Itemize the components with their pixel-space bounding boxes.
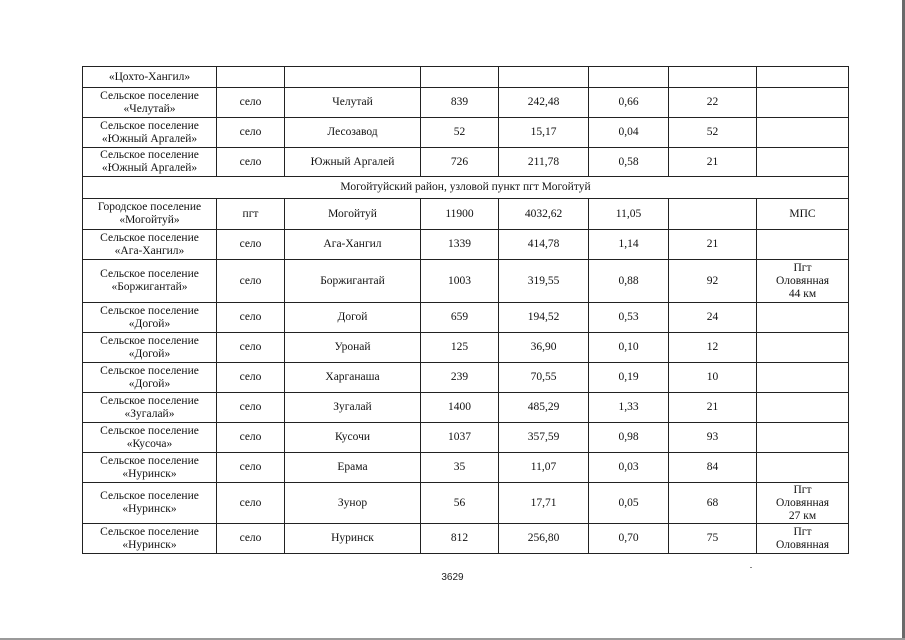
population-cell: 11900 [421, 199, 499, 230]
locality-cell: Лесозавод [285, 118, 421, 148]
settlement-name-cell [83, 230, 217, 260]
settlement-name-cell [83, 453, 217, 483]
area-cell: 242,48 [499, 88, 589, 118]
area-cell: 15,17 [499, 118, 589, 148]
note-line: Оловянная [775, 496, 830, 509]
population-cell: 56 [421, 483, 499, 524]
locality-cell: Челутай [285, 88, 421, 118]
distance-cell: 21 [669, 393, 757, 423]
settlement-name-line: Сельское поселение [100, 149, 199, 161]
table-row [83, 393, 849, 423]
locality-cell: Зунор [285, 483, 421, 524]
scan-speck [750, 567, 752, 568]
settlement-name-line: Сельское поселение [100, 424, 199, 437]
share-cell: 0,05 [589, 483, 669, 524]
share-cell: 0,53 [589, 303, 669, 333]
area-cell: 485,29 [499, 393, 589, 423]
locality-cell: Южный Аргалей [285, 148, 421, 177]
locality-cell: Ага-Хангил [285, 230, 421, 260]
table-row [83, 199, 849, 230]
note-cell [757, 453, 849, 483]
share-cell: 0,04 [589, 118, 669, 148]
locality-cell [285, 67, 421, 88]
settlement-name-line: «Догой» [128, 317, 171, 330]
share-cell: 0,19 [589, 363, 669, 393]
settlement-name-line: «Южный Аргалей» [101, 162, 198, 174]
settlement-name-line: «Кусоча» [126, 437, 173, 450]
share-cell: 1,33 [589, 393, 669, 423]
table-row [83, 363, 849, 393]
note-line: 44 км [788, 287, 817, 300]
distance-cell: 75 [669, 524, 757, 554]
settlement-name-line: «Цохто-Хангил» [108, 70, 191, 83]
settlement-type-cell: село [217, 118, 285, 148]
note-line: МПС [789, 207, 816, 220]
note-cell [757, 88, 849, 118]
population-cell: 239 [421, 363, 499, 393]
settlement-name-line: Сельское поселение [100, 304, 199, 317]
area-cell: 256,80 [499, 524, 589, 554]
locality-cell: Харганаша [285, 363, 421, 393]
settlements-table [82, 66, 849, 554]
locality-cell: Кусочи [285, 423, 421, 453]
page-number: 3629 [441, 572, 464, 583]
area-cell: 211,78 [499, 148, 589, 177]
distance-cell: 12 [669, 333, 757, 363]
area-cell: 11,07 [499, 453, 589, 483]
settlement-name-line: Сельское поселение [100, 119, 199, 132]
table-row [83, 453, 849, 483]
population-cell: 839 [421, 88, 499, 118]
settlement-name-line: «Догой» [128, 377, 171, 390]
locality-cell: Нуринск [285, 524, 421, 554]
distance-cell: 10 [669, 363, 757, 393]
distance-cell: 22 [669, 88, 757, 118]
locality-cell: Боржигантай [285, 260, 421, 303]
note-cell [757, 199, 849, 230]
table-row [83, 118, 849, 148]
note-line: Оловянная [775, 538, 830, 551]
locality-cell: Догой [285, 303, 421, 333]
area-cell: 414,78 [499, 230, 589, 260]
settlement-name-line: Сельское поселение [100, 394, 199, 407]
settlement-type-cell [217, 67, 285, 88]
settlement-name-line: Сельское поселение [100, 89, 199, 102]
settlement-name-line: Сельское поселение [100, 334, 199, 347]
share-cell: 11,05 [589, 199, 669, 230]
note-line: 27 км [788, 509, 817, 522]
share-cell: 0,88 [589, 260, 669, 303]
distance-cell: 92 [669, 260, 757, 303]
settlement-name-line: Сельское поселение [100, 454, 199, 467]
share-cell: 0,10 [589, 333, 669, 363]
settlement-type-cell: село [217, 393, 285, 423]
settlement-type-cell: село [217, 230, 285, 260]
table-row [83, 148, 849, 177]
settlement-name-line: Сельское поселение [100, 268, 199, 280]
table-row [83, 230, 849, 260]
settlement-type-cell: село [217, 363, 285, 393]
note-cell [757, 148, 849, 177]
distance-cell: 84 [669, 453, 757, 483]
table-row [83, 303, 849, 333]
settlement-name-line: «Ага-Хангил» [114, 244, 185, 257]
population-cell: 1400 [421, 393, 499, 423]
settlement-name-line: Сельское поселение [100, 490, 199, 502]
settlement-name-line: «Догой» [128, 347, 171, 360]
share-cell: 0,66 [589, 88, 669, 118]
distance-cell [669, 199, 757, 230]
settlement-name-cell [83, 260, 217, 303]
settlement-name-line: «Нуринск» [122, 467, 177, 480]
settlement-type-cell: село [217, 260, 285, 303]
share-cell: 0,58 [589, 148, 669, 177]
settlement-name-cell [83, 363, 217, 393]
settlement-name-line: «Могойтуй» [119, 214, 180, 226]
note-cell [757, 67, 849, 88]
note-cell [757, 423, 849, 453]
population-cell: 726 [421, 148, 499, 177]
settlement-name-line: «Боржигантай» [111, 281, 188, 293]
distance-cell: 68 [669, 483, 757, 524]
distance-cell: 21 [669, 230, 757, 260]
population-cell [421, 67, 499, 88]
settlement-name-cell [83, 88, 217, 118]
locality-cell: Могойтуй [285, 199, 421, 230]
table-row [83, 524, 849, 554]
settlement-name-line: «Зугалай» [124, 407, 175, 420]
settlement-name-cell [83, 303, 217, 333]
table-row [83, 67, 849, 88]
population-cell: 52 [421, 118, 499, 148]
section-title: Могойтуйский район, узловой пункт пгт Могойтуй [83, 177, 849, 199]
settlement-type-cell: село [217, 88, 285, 118]
note-cell [757, 483, 849, 524]
settlement-name-line: Сельское поселение [100, 231, 199, 244]
share-cell: 0,03 [589, 453, 669, 483]
note-cell [757, 524, 849, 554]
settlement-type-cell: село [217, 483, 285, 524]
settlement-name-line: Сельское поселение [100, 525, 199, 538]
note-line: Пгт [793, 483, 812, 496]
note-cell [757, 260, 849, 303]
settlement-type-cell: село [217, 303, 285, 333]
note-line: Пгт [793, 261, 812, 274]
share-cell: 1,14 [589, 230, 669, 260]
area-cell: 194,52 [499, 303, 589, 333]
population-cell: 812 [421, 524, 499, 554]
population-cell: 1037 [421, 423, 499, 453]
share-cell: 0,98 [589, 423, 669, 453]
area-cell: 70,55 [499, 363, 589, 393]
table-row [83, 88, 849, 118]
note-cell [757, 363, 849, 393]
population-cell: 659 [421, 303, 499, 333]
area-cell: 319,55 [499, 260, 589, 303]
settlement-name-line: Сельское поселение [100, 364, 199, 377]
table-row [83, 333, 849, 363]
settlement-name-cell [83, 199, 217, 230]
settlement-name-line: «Нуринск» [122, 503, 177, 515]
share-cell [589, 67, 669, 88]
area-cell: 4032,62 [499, 199, 589, 230]
distance-cell: 21 [669, 148, 757, 177]
area-cell: 17,71 [499, 483, 589, 524]
note-cell [757, 303, 849, 333]
population-cell: 125 [421, 333, 499, 363]
settlement-name-cell [83, 393, 217, 423]
area-cell: 357,59 [499, 423, 589, 453]
settlement-name-cell [83, 148, 217, 177]
distance-cell: 52 [669, 118, 757, 148]
locality-cell: Уронай [285, 333, 421, 363]
settlement-type-cell: село [217, 333, 285, 363]
locality-cell: Зугалай [285, 393, 421, 423]
settlement-name-cell [83, 67, 217, 88]
settlement-type-cell: пгт [217, 199, 285, 230]
note-cell [757, 333, 849, 363]
settlement-type-cell: село [217, 423, 285, 453]
note-line: Пгт [793, 525, 812, 538]
area-cell: 36,90 [499, 333, 589, 363]
settlement-name-line: «Челутай» [123, 102, 176, 115]
distance-cell [669, 67, 757, 88]
population-cell: 1339 [421, 230, 499, 260]
settlement-type-cell: село [217, 148, 285, 177]
distance-cell: 93 [669, 423, 757, 453]
area-cell [499, 67, 589, 88]
section-header-row [83, 177, 849, 199]
settlement-name-cell [83, 423, 217, 453]
settlement-type-cell: село [217, 453, 285, 483]
settlement-type-cell: село [217, 524, 285, 554]
note-cell [757, 393, 849, 423]
table-body [83, 67, 849, 554]
settlement-name-cell [83, 524, 217, 554]
note-cell [757, 118, 849, 148]
population-cell: 1003 [421, 260, 499, 303]
distance-cell: 24 [669, 303, 757, 333]
note-cell [757, 230, 849, 260]
locality-cell: Ерама [285, 453, 421, 483]
settlement-name-cell [83, 483, 217, 524]
table-row [83, 483, 849, 524]
settlement-name-cell [83, 118, 217, 148]
note-line: Оловянная [775, 274, 830, 287]
share-cell: 0,70 [589, 524, 669, 554]
settlement-name-line: «Нуринск» [122, 538, 177, 551]
table-row [83, 423, 849, 453]
settlement-name-line: «Южный Аргалей» [101, 132, 198, 145]
settlement-name-cell [83, 333, 217, 363]
population-cell: 35 [421, 453, 499, 483]
settlement-name-line: Городское поселение [97, 201, 202, 213]
table-row [83, 260, 849, 303]
